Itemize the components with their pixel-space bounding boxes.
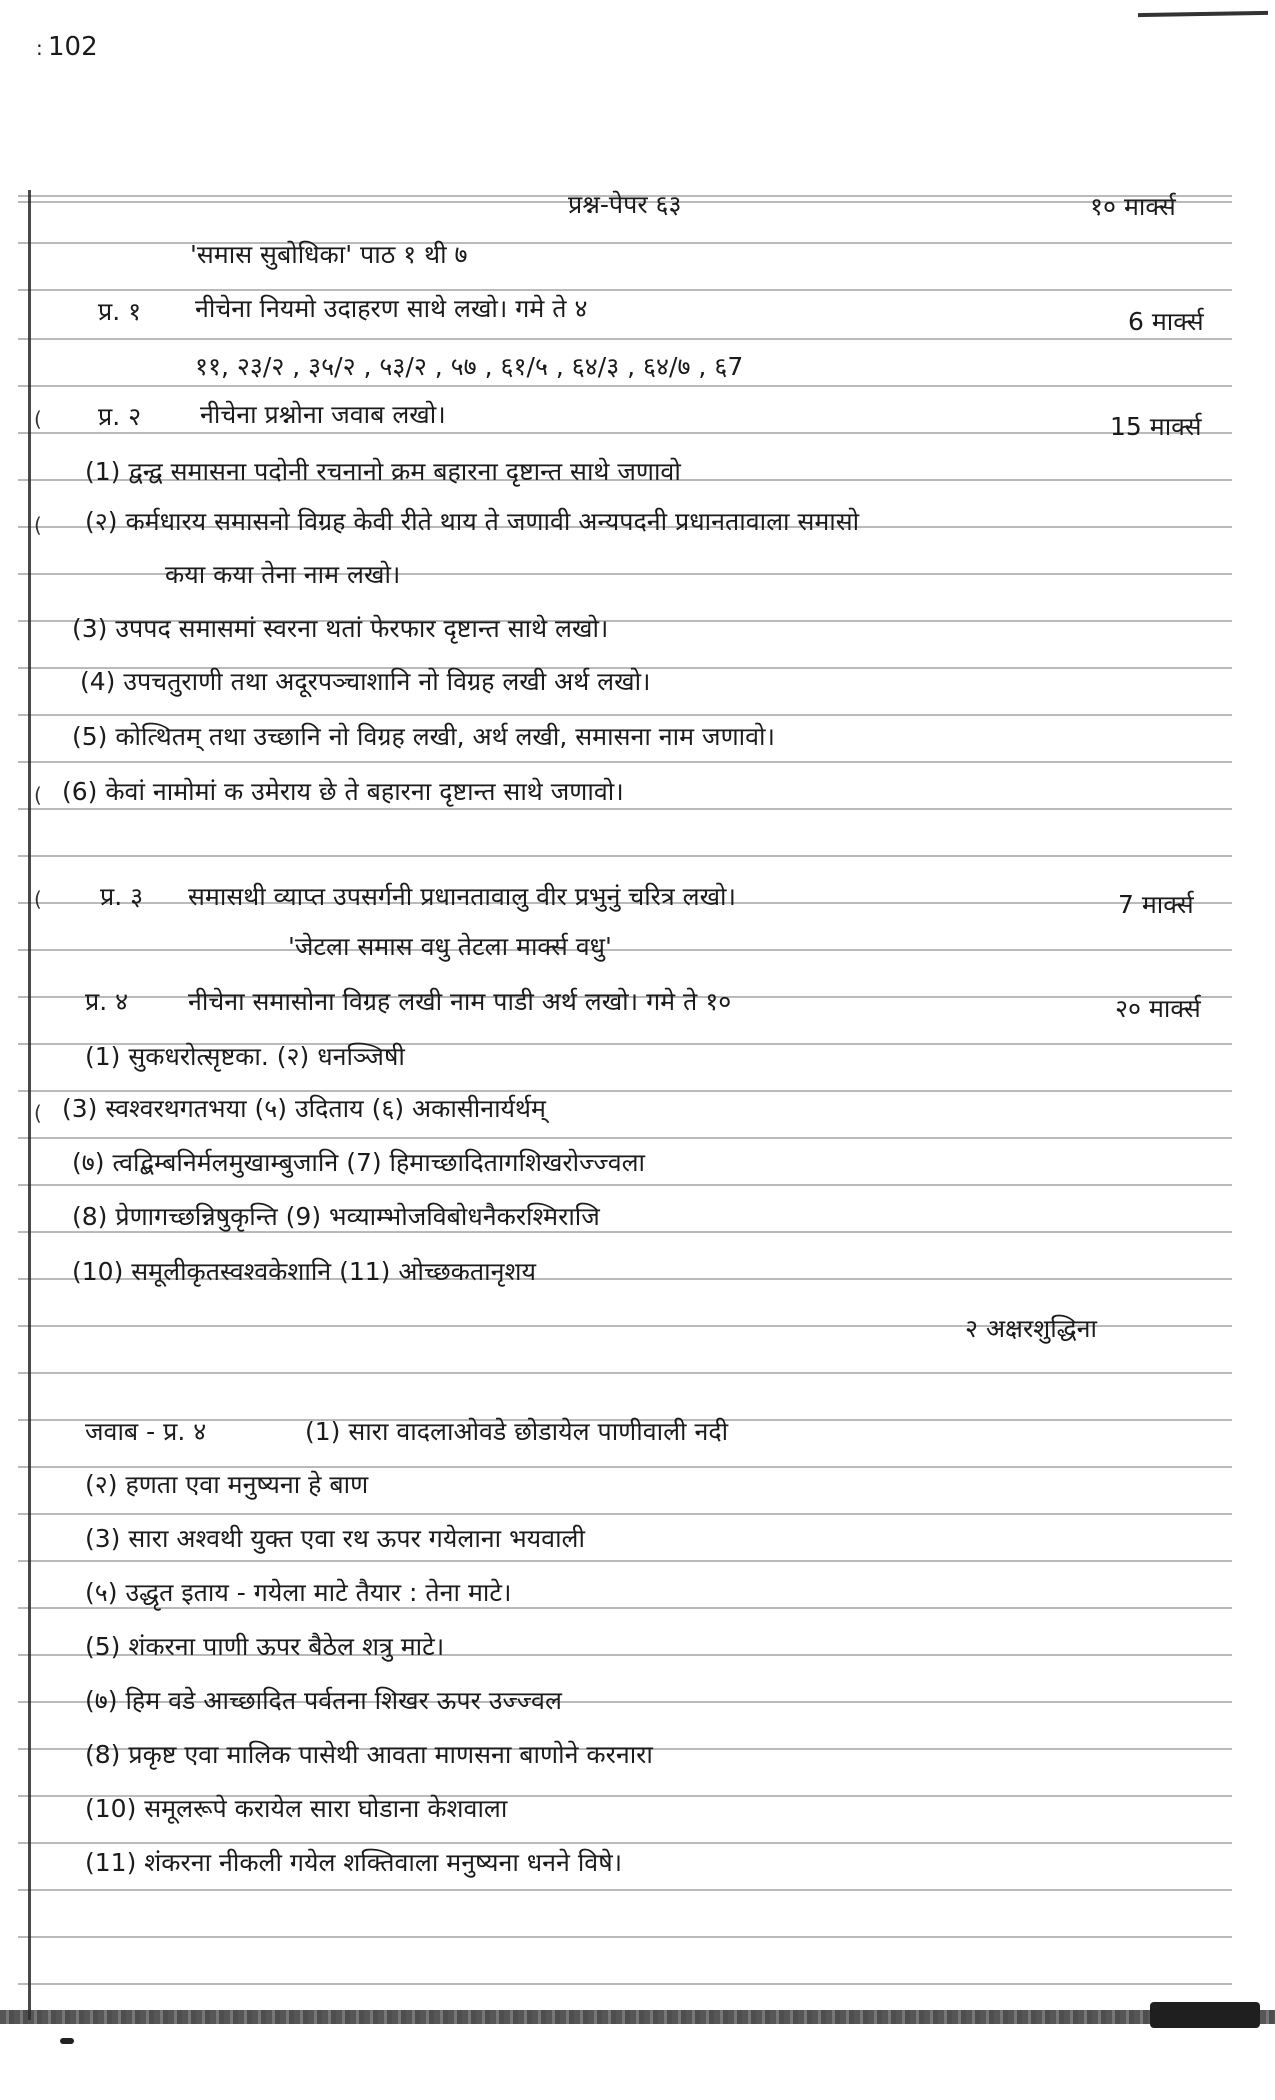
margin-bracket: ( bbox=[34, 407, 42, 431]
question-4-item: (1) सुकधरोत्सृष्टका. (२) धनञ्जिषी bbox=[85, 1042, 405, 1071]
scan-bottom-edge bbox=[0, 2010, 1275, 2024]
question-2-item: (5) कोत्थितम् तथा उच्छानि नो विग्रह लखी, अर्थ लखी, समासना नाम जणावो। bbox=[72, 722, 775, 751]
question-2-text: नीचेना प्रश्नोना जवाब लखो। bbox=[200, 400, 446, 429]
scan-foot-mark bbox=[60, 2038, 74, 2044]
answer-line: (७) हिम वडे आच्छादित पर्वतना शिखर ऊपर उज्ज्वल bbox=[85, 1686, 562, 1715]
question-4-text: नीचेना समासोना विग्रह लखी नाम पाडी अर्थ लखो। गमे ते १० bbox=[188, 987, 732, 1016]
question-4-marks: २० मार्क्स bbox=[1115, 994, 1201, 1023]
page-dot: : bbox=[36, 36, 43, 60]
answer-line: (3) सारा अश्वथी युक्त एवा रथ ऊपर गयेलाना भयवाली bbox=[85, 1524, 585, 1553]
question-1-marks: 6 मार्क्स bbox=[1128, 307, 1204, 336]
question-4-item: (8) प्रेणागच्छन्निषुकृन्ति (9) भव्याम्भोजविबोधनैकरश्मिराजि bbox=[72, 1202, 600, 1231]
question-1-rules: ११, २३/२ , ३५/२ , ५३/२ , ५७ , ६१/५ , ६४/३ , ६४/७ , ६7 bbox=[195, 352, 744, 381]
question-1-text: नीचेना नियमो उदाहरण साथे लखो। गमे ते ४ bbox=[195, 294, 588, 323]
question-3-quote: 'जेटला समास वधु तेटला मार्क्स वधु' bbox=[288, 932, 612, 961]
question-4-footnote: २ अक्षरशुद्धिना bbox=[965, 1314, 1097, 1343]
scan-bottom-blot bbox=[1150, 2002, 1260, 2028]
question-4-item: (10) समूलीकृतस्वश्वकेशानि (11) ओच्छकतानृशय bbox=[72, 1257, 536, 1286]
answer-line: (५) उद्धृत इताय - गयेला माटे तैयार : तेना माटे। bbox=[85, 1578, 512, 1607]
paper-total-marks: १० मार्क्स bbox=[1090, 192, 1176, 221]
question-2-item: (२) कर्मधारय समासनो विग्रह केवी रीते थाय ते जणावी अन्यपदनी प्रधानतावाला समासो bbox=[85, 507, 860, 536]
question-3-text: समासथी व्याप्त उपसर्गनी प्रधानतावालु वीर प्रभुनुं चरित्र लखो। bbox=[188, 882, 737, 911]
question-4-item: (3) स्वश्वरथगतभया (५) उदिताय (६) अकासीनार्यर्थम् bbox=[62, 1094, 546, 1123]
question-2-item: (1) द्वन्द्व समासना पदोनी रचनानो क्रम बहारना दृष्टान्त साथे जणावो bbox=[85, 457, 681, 486]
answer-line: (२) हणता एवा मनुष्यना हे बाण bbox=[85, 1470, 369, 1499]
margin-bracket: ( bbox=[34, 887, 42, 911]
paper-subtitle: 'समास सुबोधिका' पाठ १ थी ७ bbox=[190, 240, 468, 269]
margin-bracket: ( bbox=[34, 783, 42, 807]
question-4-number: प्र. ४ bbox=[85, 987, 129, 1016]
question-2-marks: 15 मार्क्स bbox=[1110, 412, 1202, 441]
question-2-item: कया कया तेना नाम लखो। bbox=[165, 560, 401, 589]
question-1-number: प्र. १ bbox=[98, 297, 142, 326]
answer-line: (11) शंकरना नीकली गयेल शक्तिवाला मनुष्यना धनने विषे। bbox=[85, 1848, 623, 1877]
answers-heading: जवाब - प्र. ४ bbox=[85, 1417, 207, 1446]
question-2-item: (6) केवां नामोमां क उमेराय छे ते बहारना दृष्टान्त साथे जणावो। bbox=[62, 777, 624, 806]
question-2-number: प्र. २ bbox=[98, 402, 142, 431]
question-3-marks: 7 मार्क्स bbox=[1118, 890, 1194, 919]
margin-bracket: ( bbox=[34, 1101, 42, 1125]
answer-line: (8) प्रकृष्ट एवा मालिक पासेथी आवता माणसना बाणोने करनारा bbox=[85, 1740, 653, 1769]
paper-title: प्रश्न-पेपर ६३ bbox=[568, 190, 682, 219]
question-4-item: (७) त्वद्बिम्बनिर्मलमुखाम्बुजानि (7) हिमाच्छादितागशिखरोज्ज्वला bbox=[72, 1148, 646, 1177]
answer-line: (10) समूलरूपे करायेल सारा घोडाना केशवाला bbox=[85, 1794, 508, 1823]
question-2-item: (3) उपपद समासमां स्वरना थतां फेरफार दृष्टान्त साथे लखो। bbox=[72, 614, 609, 643]
page-margin-line bbox=[28, 190, 31, 2020]
answer-line: (1) सारा वादलाओवडे छोडायेल पाणीवाली नदी bbox=[305, 1417, 729, 1446]
question-3-number: प्र. ३ bbox=[100, 882, 144, 911]
answer-line: (5) शंकरना पाणी ऊपर बैठेल शत्रु माटे। bbox=[85, 1632, 445, 1661]
page-number: 102 bbox=[48, 32, 98, 62]
question-2-item: (4) उपचतुराणी तथा अदूरपञ्चाशानि नो विग्रह लखी अर्थ लखो। bbox=[80, 667, 651, 696]
margin-bracket: ( bbox=[34, 513, 42, 537]
